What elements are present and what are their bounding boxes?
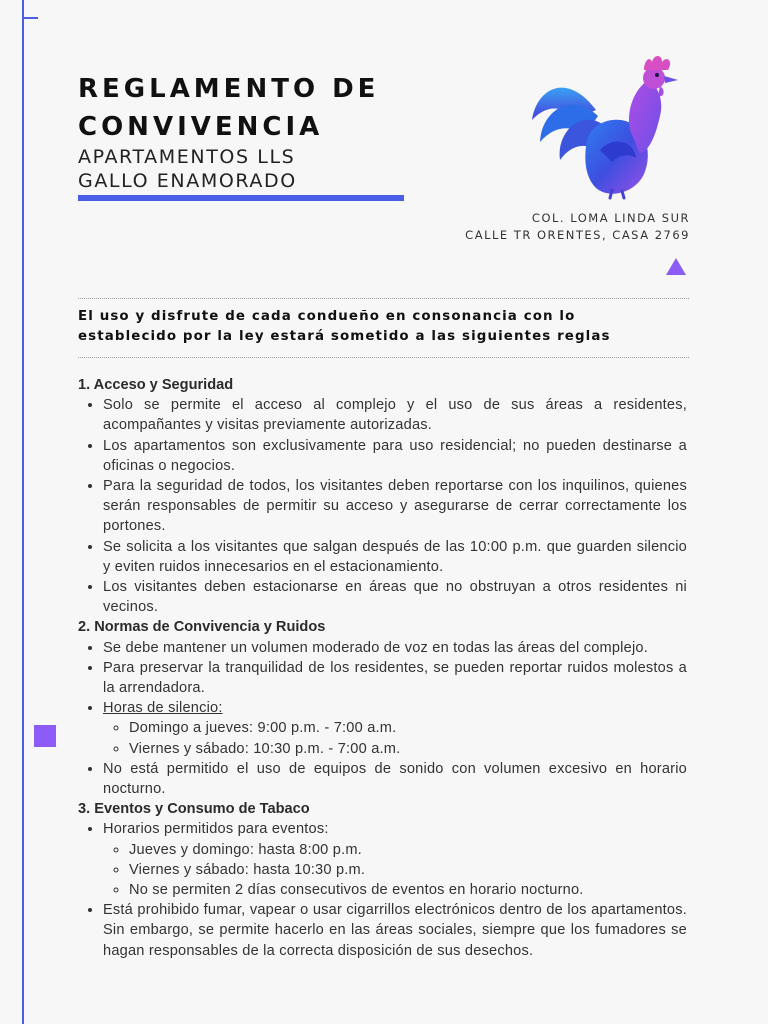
section-list [78,638,687,800]
sub-list-item: ◦ Jueves y domingo: hasta 8:00 p.m. [129,840,687,860]
triangle-icon [666,258,686,275]
event-hours-label: Horarios permitidos para eventos: [103,821,329,838]
section-title: 2. Normas de Convivencia y Ruidos [78,619,326,636]
list-item: • Para la seguridad de todos, los visitantes deben reportarse con los inquilinos, quienes serán responsables de permitir su acceso y asegurarse de cerrar correctamente los portones. [103,476,687,537]
list-item: • Se debe mantener un volumen moderado de voz en todas las áreas del complejo. [103,638,687,658]
divider-bottom [78,357,689,358]
list-item [103,819,687,900]
list-item: • Se solicita a los visitantes que salgan después de las 10:00 p.m. que guarden silencio y eviten ruidos innecesarios en el estacionamiento. [103,537,687,577]
title-line-1: REGLAMENTO DE [78,74,380,104]
list-item: • Para preservar la tranquilidad de los residentes, se pueden reportar ruidos molestos a la arrendadora. [103,658,687,698]
list-item: • No está permitido el uso de equipos de sonido con volumen excesivo en horario nocturno. [103,759,687,799]
silence-hours-label: Horas de silencio: [103,700,223,717]
list-item: • Está prohibido fumar, vapear o usar cigarrillos electrónicos dentro de los apartamentos. Sin embargo, se permite hacerlo en las áreas sociales, siempre que los fumadores se hagan responsables de la correcta disposición de sus desechos. [103,900,687,961]
intro-text [78,307,698,347]
sub-list-item: ◦ Domingo a jueves: 9:00 p.m. - 7:00 a.m. [129,718,687,738]
section-title: 3. Eventos y Consumo de Tabaco [78,801,310,818]
square-icon [34,725,56,747]
subtitle-line-2: GALLO ENAMORADO [78,170,297,192]
title-line-2: CONVIVENCIA [78,112,324,142]
intro-line-1: El uso y disfrute de cada condueño en consonancia con lo [78,309,576,324]
address-line-2: CALLE TR ORENTES, CASA 2769 [465,228,690,242]
left-border-tick [22,17,38,19]
intro-line-2: establecido por la ley estará sometido a las siguientes reglas [78,329,611,344]
sub-list-item: ◦ No se permiten 2 días consecutivos de eventos en horario nocturno. [129,880,687,900]
sub-list-item: ◦ Viernes y sábado: 10:30 p.m. - 7:00 a.m. [129,739,687,759]
address-line-1: COL. LOMA LINDA SUR [531,211,690,225]
list-item: • Solo se permite el acceso al complejo y el uso de sus áreas a residentes, acompañantes y visitas previamente autorizadas. [103,395,687,435]
section-title: 1. Acceso y Seguridad [78,377,234,393]
section-list [78,819,687,960]
address-block [465,210,690,244]
subtitle-line-1: APARTAMENTOS LLS [78,146,296,168]
title-underline-bar [78,195,404,201]
sub-list-item: ◦ Viernes y sábado: hasta 10:30 p.m. [129,860,687,880]
sub-list [103,718,687,758]
list-item: • Los visitantes deben estacionarse en áreas que no obstruyan a otros residentes ni vecinos. [103,577,687,617]
sub-list [103,840,687,901]
list-item: • Los apartamentos son exclusivamente para uso residencial; no pueden destinarse a oficinas o negocios. [103,436,687,476]
page-subtitle [78,145,438,193]
section-list [78,395,687,617]
rooster-logo-icon [526,50,688,200]
list-item [103,698,687,759]
page-title [78,70,478,146]
divider-top [78,298,689,299]
left-border-line [22,0,24,1024]
rules-body [78,375,687,961]
